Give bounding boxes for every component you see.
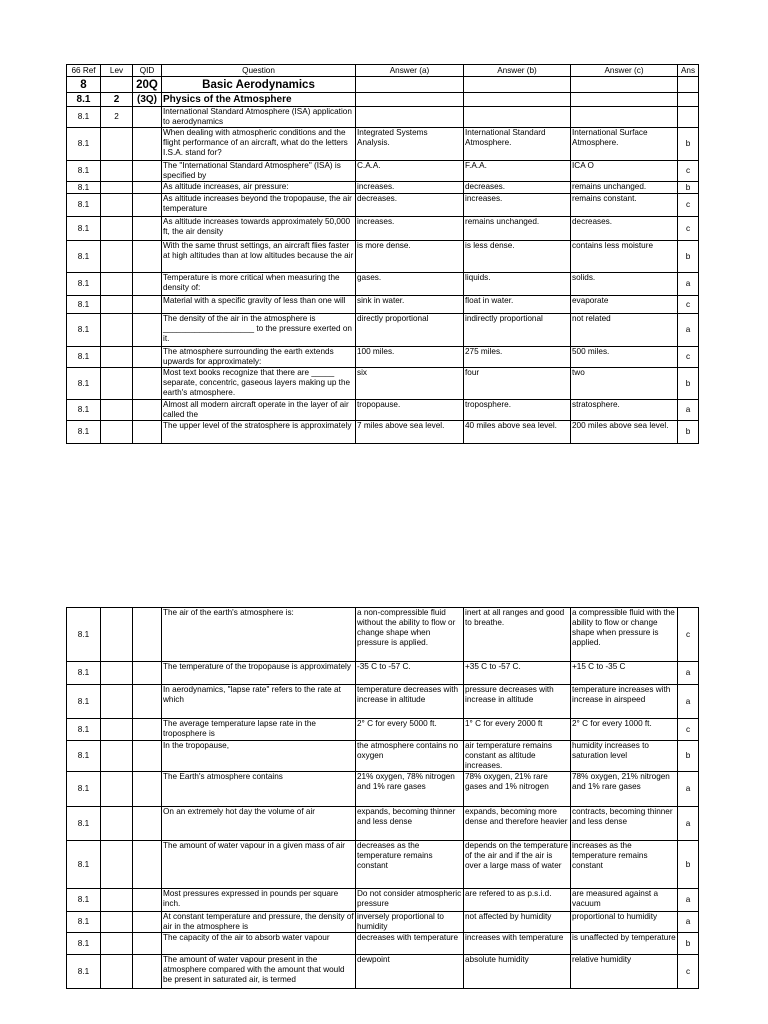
question-ref: 8.1 — [67, 807, 101, 841]
question-ref: 8.1 — [67, 194, 101, 217]
answer-b: four — [464, 368, 571, 400]
question-lev — [101, 182, 133, 194]
answer-c: are measured against a vacuum — [571, 889, 678, 912]
question-qid — [133, 889, 162, 912]
question-qid — [133, 241, 162, 273]
correct-answer: a — [678, 662, 699, 685]
answer-a: the atmosphere contains no oxygen — [356, 741, 464, 772]
question-lev — [101, 161, 133, 182]
question-text: In aerodynamics, "lapse rate" refers to the rate at which — [162, 685, 356, 719]
section-row — [67, 77, 699, 93]
empty-cell — [571, 107, 678, 128]
answer-c: proportional to humidity — [571, 912, 678, 933]
answer-c: remains constant. — [571, 194, 678, 217]
question-table-top — [66, 64, 699, 444]
answer-a: dewpoint — [356, 955, 464, 989]
question-qid — [133, 741, 162, 772]
question-ref: 8.1 — [67, 347, 101, 368]
question-qid — [133, 296, 162, 314]
intro-ref: 8.1 — [67, 107, 101, 128]
question-ref: 8.1 — [67, 912, 101, 933]
question-text: On an extremely hot day the volume of air — [162, 807, 356, 841]
header-answer-b: Answer (b) — [464, 65, 571, 77]
question-row — [67, 608, 699, 662]
question-text: Almost all modern aircraft operate in the layer of air called the — [162, 400, 356, 421]
answer-a: 2° C for every 5000 ft. — [356, 719, 464, 741]
question-ref: 8.1 — [67, 241, 101, 273]
section-ref: 8 — [67, 77, 101, 93]
question-text: In the tropopause, — [162, 741, 356, 772]
correct-answer: c — [678, 719, 699, 741]
answer-c: solids. — [571, 273, 678, 296]
answer-b: F.A.A. — [464, 161, 571, 182]
question-qid — [133, 685, 162, 719]
question-lev — [101, 662, 133, 685]
question-lev — [101, 841, 133, 889]
answer-a: 100 miles. — [356, 347, 464, 368]
subsection-ref: 8.1 — [67, 93, 101, 107]
question-row — [67, 421, 699, 444]
question-row — [67, 347, 699, 368]
correct-answer: a — [678, 273, 699, 296]
question-qid — [133, 400, 162, 421]
answer-c: decreases. — [571, 217, 678, 241]
question-lev — [101, 608, 133, 662]
question-lev — [101, 912, 133, 933]
question-ref: 8.1 — [67, 608, 101, 662]
question-row — [67, 933, 699, 955]
question-qid — [133, 194, 162, 217]
answer-b: 1° C for every 2000 ft — [464, 719, 571, 741]
correct-answer: c — [678, 296, 699, 314]
answer-c: is unaffected by temperature — [571, 933, 678, 955]
correct-answer: a — [678, 314, 699, 347]
answer-c: two — [571, 368, 678, 400]
empty-cell — [356, 93, 464, 107]
empty-cell — [571, 93, 678, 107]
question-lev — [101, 273, 133, 296]
question-lev — [101, 194, 133, 217]
answer-c: 500 miles. — [571, 347, 678, 368]
question-qid — [133, 662, 162, 685]
section-qid: 20Q — [133, 77, 162, 93]
answer-c: remains unchanged. — [571, 182, 678, 194]
subsection-lev: 2 — [101, 93, 133, 107]
answer-b: liquids. — [464, 273, 571, 296]
question-text: The temperature of the tropopause is approximately — [162, 662, 356, 685]
question-qid — [133, 912, 162, 933]
intro-row — [67, 107, 699, 128]
question-lev — [101, 296, 133, 314]
question-ref: 8.1 — [67, 161, 101, 182]
question-qid — [133, 368, 162, 400]
question-row — [67, 296, 699, 314]
correct-answer: a — [678, 889, 699, 912]
answer-a: is more dense. — [356, 241, 464, 273]
empty-cell — [356, 77, 464, 93]
question-row — [67, 217, 699, 241]
question-row — [67, 685, 699, 719]
answer-b: inert at all ranges and good to breathe. — [464, 608, 571, 662]
answer-a: tropopause. — [356, 400, 464, 421]
answer-a: Do not consider atmospheric pressure — [356, 889, 464, 912]
answer-a: decreases as the temperature remains constant — [356, 841, 464, 889]
correct-answer: c — [678, 194, 699, 217]
question-text: Most text books recognize that there are _____ separate, concentric, gaseous layers making up the earth's atmosphere. — [162, 368, 356, 400]
answer-b: 78% oxygen, 21% rare gases and 1% nitrogen — [464, 772, 571, 807]
answer-a: sink in water. — [356, 296, 464, 314]
correct-answer: a — [678, 912, 699, 933]
answer-c: contracts, becoming thinner and less dense — [571, 807, 678, 841]
question-ref: 8.1 — [67, 889, 101, 912]
question-lev — [101, 933, 133, 955]
section-title: Basic Aerodynamics — [162, 77, 356, 93]
question-lev — [101, 128, 133, 161]
answer-a: -35 C to -57 C. — [356, 662, 464, 685]
header-answer-a: Answer (a) — [356, 65, 464, 77]
correct-answer: a — [678, 685, 699, 719]
question-ref: 8.1 — [67, 933, 101, 955]
question-table-bottom — [66, 607, 699, 989]
answer-b: absolute humidity — [464, 955, 571, 989]
question-ref: 8.1 — [67, 368, 101, 400]
question-lev — [101, 955, 133, 989]
intro-question: International Standard Atmosphere (ISA) application to aerodynamics — [162, 107, 356, 128]
empty-cell — [464, 107, 571, 128]
question-ref: 8.1 — [67, 685, 101, 719]
question-qid — [133, 772, 162, 807]
question-lev — [101, 889, 133, 912]
question-lev — [101, 241, 133, 273]
question-qid — [133, 217, 162, 241]
question-ref: 8.1 — [67, 128, 101, 161]
answer-b: International Standard Atmosphere. — [464, 128, 571, 161]
question-ref: 8.1 — [67, 741, 101, 772]
question-text: As altitude increases towards approximately 50,000 ft, the air density — [162, 217, 356, 241]
subsection-qid: (3Q) — [133, 93, 162, 107]
correct-answer: b — [678, 128, 699, 161]
question-text: As altitude increases beyond the tropopause, the air temperature — [162, 194, 356, 217]
answer-b: not affected by humidity — [464, 912, 571, 933]
question-ref: 8.1 — [67, 772, 101, 807]
header-answer-c: Answer (c) — [571, 65, 678, 77]
answer-a: inversely proportional to humidity — [356, 912, 464, 933]
answer-c: 2° C for every 1000 ft. — [571, 719, 678, 741]
answer-c: contains less moisture — [571, 241, 678, 273]
question-ref: 8.1 — [67, 217, 101, 241]
correct-answer: a — [678, 400, 699, 421]
answer-a: increases. — [356, 217, 464, 241]
answer-b: 275 miles. — [464, 347, 571, 368]
question-text: The air of the earth's atmosphere is: — [162, 608, 356, 662]
question-text: With the same thrust settings, an aircraft flies faster at high altitudes than at low altitudes because the air — [162, 241, 356, 273]
question-ref: 8.1 — [67, 296, 101, 314]
answer-b: are refered to as p.s.i.d. — [464, 889, 571, 912]
answer-b: troposphere. — [464, 400, 571, 421]
question-text: The amount of water vapour present in the atmosphere compared with the amount that would be present in saturated air, is termed — [162, 955, 356, 989]
question-ref: 8.1 — [67, 314, 101, 347]
answer-c: relative humidity — [571, 955, 678, 989]
header-qid: QID — [133, 65, 162, 77]
answer-a: six — [356, 368, 464, 400]
answer-a: 7 miles above sea level. — [356, 421, 464, 444]
question-row — [67, 273, 699, 296]
question-text: Most pressures expressed in pounds per square inch. — [162, 889, 356, 912]
question-qid — [133, 421, 162, 444]
question-qid — [133, 161, 162, 182]
answer-c: increases as the temperature remains constant — [571, 841, 678, 889]
question-text: The capacity of the air to absorb water vapour — [162, 933, 356, 955]
question-qid — [133, 182, 162, 194]
question-row — [67, 955, 699, 989]
question-lev — [101, 685, 133, 719]
correct-answer: b — [678, 741, 699, 772]
question-lev — [101, 217, 133, 241]
question-row — [67, 662, 699, 685]
question-row — [67, 241, 699, 273]
answer-c: not related — [571, 314, 678, 347]
answer-c: 78% oxygen, 21% nitrogen and 1% rare gases — [571, 772, 678, 807]
empty-cell — [464, 77, 571, 93]
intro-lev: 2 — [101, 107, 133, 128]
answer-c: International Surface Atmosphere. — [571, 128, 678, 161]
correct-answer: c — [678, 161, 699, 182]
question-qid — [133, 608, 162, 662]
question-row — [67, 182, 699, 194]
answer-a: increases. — [356, 182, 464, 194]
question-qid — [133, 955, 162, 989]
answer-a: C.A.A. — [356, 161, 464, 182]
answer-a: directly proportional — [356, 314, 464, 347]
question-text: Temperature is more critical when measuring the density of: — [162, 273, 356, 296]
question-row — [67, 772, 699, 807]
answer-a: 21% oxygen, 78% nitrogen and 1% rare gases — [356, 772, 464, 807]
empty-cell — [356, 107, 464, 128]
answer-b: air temperature remains constant as altitude increases. — [464, 741, 571, 772]
question-ref: 8.1 — [67, 273, 101, 296]
question-text: Material with a specific gravity of less than one will — [162, 296, 356, 314]
answer-a: expands, becoming thinner and less dense — [356, 807, 464, 841]
answer-c: 200 miles above sea level. — [571, 421, 678, 444]
question-ref: 8.1 — [67, 955, 101, 989]
answer-b: increases with temperature — [464, 933, 571, 955]
question-lev — [101, 807, 133, 841]
question-row — [67, 741, 699, 772]
question-row — [67, 841, 699, 889]
answer-c: +15 C to -35 C — [571, 662, 678, 685]
question-qid — [133, 273, 162, 296]
question-ref: 8.1 — [67, 421, 101, 444]
question-text: The average temperature lapse rate in the troposphere is — [162, 719, 356, 741]
question-qid — [133, 933, 162, 955]
answer-b: float in water. — [464, 296, 571, 314]
question-text: The upper level of the stratosphere is approximately — [162, 421, 356, 444]
answer-b: depends on the temperature of the air and if the air is over a large mass of water — [464, 841, 571, 889]
question-row — [67, 128, 699, 161]
question-row — [67, 161, 699, 182]
answer-c: evaporate — [571, 296, 678, 314]
question-row — [67, 368, 699, 400]
correct-answer: b — [678, 933, 699, 955]
subsection-title: Physics of the Atmosphere — [162, 93, 356, 107]
header-ref: 66 Ref — [67, 65, 101, 77]
question-text: The amount of water vapour in a given mass of air — [162, 841, 356, 889]
question-qid — [133, 347, 162, 368]
correct-answer: a — [678, 772, 699, 807]
question-text: The Earth's atmosphere contains — [162, 772, 356, 807]
question-row — [67, 912, 699, 933]
answer-b: decreases. — [464, 182, 571, 194]
answer-a: decreases with temperature — [356, 933, 464, 955]
answer-c: humidity increases to saturation level — [571, 741, 678, 772]
correct-answer: c — [678, 217, 699, 241]
question-text: When dealing with atmospheric conditions and the flight performance of an aircraft, what do the letters I.S.A. stand for? — [162, 128, 356, 161]
question-text: The "International Standard Atmosphere" (ISA) is specified by — [162, 161, 356, 182]
empty-cell — [571, 77, 678, 93]
correct-answer: c — [678, 955, 699, 989]
answer-a: temperature decreases with increase in altitude — [356, 685, 464, 719]
answer-b: increases. — [464, 194, 571, 217]
section-lev — [101, 77, 133, 93]
answer-b: remains unchanged. — [464, 217, 571, 241]
answer-c: a compressible fluid with the ability to flow or change shape when pressure is applied. — [571, 608, 678, 662]
question-row — [67, 719, 699, 741]
correct-answer: b — [678, 182, 699, 194]
correct-answer: c — [678, 608, 699, 662]
subsection-row — [67, 93, 699, 107]
question-lev — [101, 772, 133, 807]
answer-c: stratosphere. — [571, 400, 678, 421]
question-row — [67, 314, 699, 347]
question-ref: 8.1 — [67, 841, 101, 889]
question-row — [67, 400, 699, 421]
correct-answer: b — [678, 421, 699, 444]
answer-b: expands, becoming more dense and therefore heavier — [464, 807, 571, 841]
empty-cell — [678, 93, 699, 107]
question-qid — [133, 314, 162, 347]
answer-b: 40 miles above sea level. — [464, 421, 571, 444]
question-lev — [101, 741, 133, 772]
question-qid — [133, 841, 162, 889]
question-lev — [101, 421, 133, 444]
answer-c: ICA O — [571, 161, 678, 182]
question-text: The density of the air in the atmosphere is ____________________ to the pressure exerted on it. — [162, 314, 356, 347]
question-lev — [101, 347, 133, 368]
answer-b: pressure decreases with increase in altitude — [464, 685, 571, 719]
empty-cell — [464, 93, 571, 107]
question-lev — [101, 719, 133, 741]
answer-a: a non-compressible fluid without the ability to flow or change shape when pressure is applied. — [356, 608, 464, 662]
correct-answer: b — [678, 368, 699, 400]
answer-a: gases. — [356, 273, 464, 296]
header-ans: Ans — [678, 65, 699, 77]
answer-c: temperature increases with increase in airspeed — [571, 685, 678, 719]
header-lev: Lev — [101, 65, 133, 77]
question-lev — [101, 400, 133, 421]
question-row — [67, 194, 699, 217]
question-qid — [133, 719, 162, 741]
question-qid — [133, 807, 162, 841]
question-row — [67, 889, 699, 912]
question-ref: 8.1 — [67, 182, 101, 194]
answer-a: Integrated Systems Analysis. — [356, 128, 464, 161]
header-question: Question — [162, 65, 356, 77]
correct-answer: b — [678, 841, 699, 889]
correct-answer: c — [678, 347, 699, 368]
question-text: At constant temperature and pressure, the density of air in the atmosphere is — [163, 912, 354, 931]
correct-answer: a — [678, 807, 699, 841]
header-row — [67, 65, 699, 77]
empty-cell — [678, 77, 699, 93]
question-qid — [133, 128, 162, 161]
question-ref: 8.1 — [67, 662, 101, 685]
question-lev — [101, 314, 133, 347]
question-text: The atmosphere surrounding the earth extends upwards for approximately: — [162, 347, 356, 368]
correct-answer: b — [678, 241, 699, 273]
question-lev — [101, 368, 133, 400]
answer-b: is less dense. — [464, 241, 571, 273]
answer-b: indirectly proportional — [464, 314, 571, 347]
question-ref: 8.1 — [67, 400, 101, 421]
question-ref: 8.1 — [67, 719, 101, 741]
answer-b: +35 C to -57 C. — [464, 662, 571, 685]
answer-a: decreases. — [356, 194, 464, 217]
question-text: As altitude increases, air pressure: — [162, 182, 356, 194]
empty-cell — [133, 107, 162, 128]
empty-cell — [678, 107, 699, 128]
question-row — [67, 807, 699, 841]
